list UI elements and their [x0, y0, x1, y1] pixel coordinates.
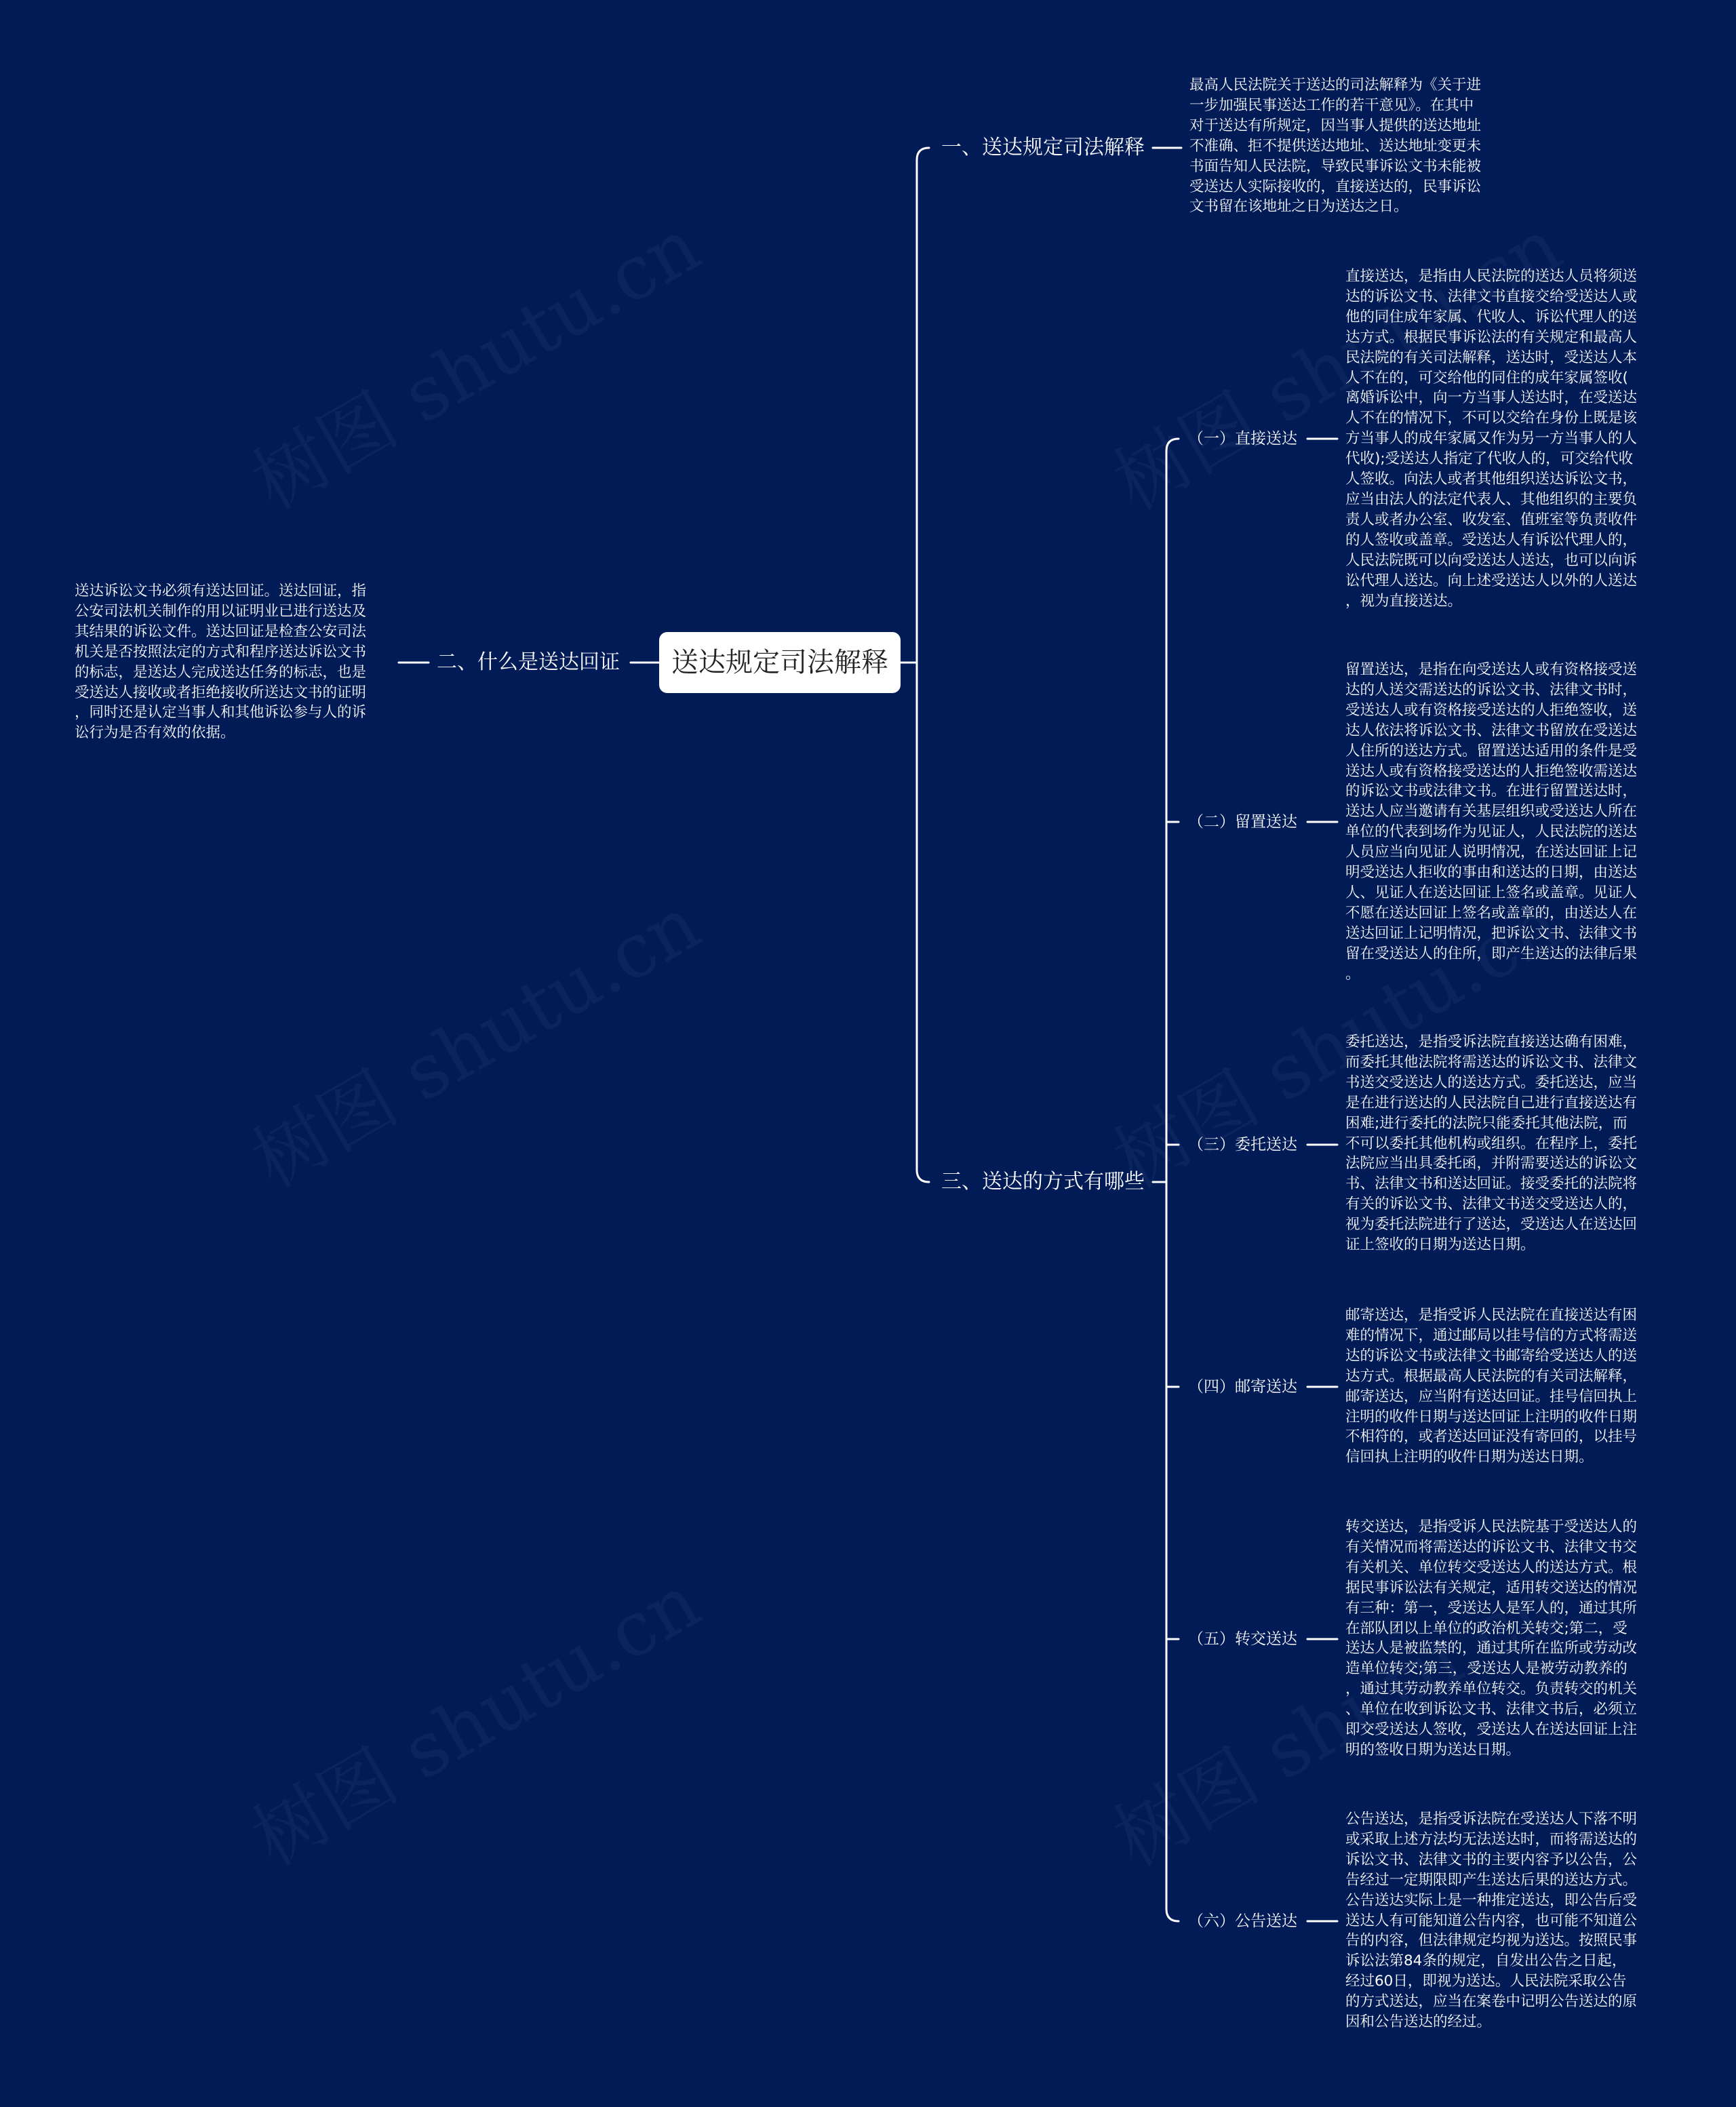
branch-delivery-methods[interactable]: 三、送达的方式有哪些	[941, 1170, 1145, 1194]
method-forwarded-delivery[interactable]: （五）转交送达	[1188, 1630, 1297, 1648]
branch-judicial-interpretation-detail: 最高人民法院关于送达的司法解释为《关于进 一步加强民事送达工作的若干意见》。在其中 对于送达有所规定，因当事人提供的送达地址 不准确、拒不提供送达地址、送达地址变更未 书面告知人民法院，导致民事诉讼文书未能被 受送达人实际接收的，直接送达的，民事诉讼 文书留在该地址之日为送达之日。	[1189, 77, 1482, 216]
method-public-notice-delivery[interactable]: （六）公告送达	[1188, 1912, 1297, 1930]
method-direct-delivery[interactable]: （一）直接送达	[1188, 430, 1297, 448]
connector-trunk	[917, 148, 929, 1182]
method-public-notice-delivery-detail: 公告送达，是指受诉法院在受送达人下落不明 或采取上述方法均无法送达时，而将需送达的 诉讼文书、法律文书的主要内容予以公告，公 告经过一定期限即产生送达后果的送达方式。 公告送达实际上是一种推定送达，即公告后受 送达人有可能知道公告内容，也可能不知道公 告的内容，但法律规定均视为送达。按照民事 诉讼法第84条的规定，自发出公告之日起， 经过60日，即视为送达。人民法院采取公告 的方式送达，应当在案卷中记明公告送达的原 因和公告送达的经过。	[1345, 1811, 1638, 2031]
connector-b3-trunk	[1166, 439, 1179, 1921]
method-lodged-delivery-detail: 留置送达，是指在向受送达人或有资格接受送 达的人送交需送达的诉讼文书、法律文书时， 受送达人或有资格接受送达的人拒绝签收，送 达人依法将诉讼文书、法律文书留放在受送达 人住所的送达方式。留置送达适用的条件是受 送达人或有资格接受送达的人拒绝签收需送达 的诉讼文书或法律文书。在进行留置送达时， 送达人应当邀请有关基层组织或受送达人所在 单位的代表到场作为见证人，人民法院的送达 人员应当向见证人说明情况，在送达回证上记 明受送达人拒收的事由和送达的日期，由送达 人、见证人在送达回证上签名或盖章。见证人 不愿在送达回证上签名或盖章的，由送达人在 送达回证上记明情况，把诉讼文书、法律文书 留在受送达人的住所，即产生送达的法律后果 。	[1345, 661, 1638, 983]
method-postal-delivery[interactable]: （四）邮寄送达	[1188, 1378, 1297, 1396]
method-forwarded-delivery-detail: 转交送达，是指受诉人民法院基于受送达人的 有关情况而将需送达的诉讼文书、法律文书交 有关机关、单位转交受送达人的送达方式。根 据民事诉讼法有关规定，适用转交送达的情况 有三种：第一，受送达人是军人的，通过其所 在部队团以上单位的政治机关转交;第二，受 送达人是被监禁的，通过其所在监所或劳动改 造单位转交;第三，受送达人是被劳动教养的 ，通过其劳动教养单位转交。负责转交的机关 、单位在收到诉讼文书、法律文书后，必须立 即交受送达人签收，受送达人在送达回证上注 明的签收日期为送达日期。	[1345, 1518, 1638, 1758]
method-lodged-delivery[interactable]: （二）留置送达	[1188, 813, 1297, 831]
method-entrusted-delivery-detail: 委托送达，是指受诉法院直接送达确有困难， 而委托其他法院将需送达的诉讼文书、法律文 书送交受送达人的送达方式。委托送达，应当 是在进行送达的人民法院自己进行直接送达有 困难;进行委托的法院只能委托其他法院，而 不可以委托其他机构或组织。在程序上，委托 法院应当出具委托函，并附需要送达的诉讼文 书、法律文书和送达回证。接受委托的法院将 有关的诉讼文书、法律文书送交受送达人的， 视为委托法院进行了送达，受送达人在送达回 证上签收的日期为送达日期。	[1345, 1033, 1638, 1254]
branch-judicial-interpretation[interactable]: 一、送达规定司法解释	[941, 136, 1145, 159]
branch-what-is-receipt-detail: 送达诉讼文书必须有送达回证。送达回证，指 公安司法机关制作的用以证明业已进行送达及 其结果的诉讼文件。送达回证是检查公安司法 机关是否按照法定的方式和程序送达诉讼文书 的标志，是送达人完成送达任务的标志，也是 受送达人接收或者拒绝接收所送达文书的证明 ，同时还是认定当事人和其他诉讼参与人的诉 讼行为是否有效的依据。	[75, 583, 367, 742]
method-direct-delivery-detail: 直接送达，是指由人民法院的送达人员将须送 达的诉讼文书、法律文书直接交给受送达人或 他的同住成年家属、代收人、诉讼代理人的送 达方式。根据民事诉讼法的有关规定和最高人 民法院的有关司法解释，送达时，受送达人本 人不在的，可交给他的同住的成年家属签收( 离婚诉讼中，向一方当事人送达时，在受送达 人不在的情况下，不可以交给在身份上既是该 方当事人的成年家属又作为另一方当事人的人 代收);受送达人指定了代收人的，可交给代收 人签收。向法人或者其他组织送达诉讼文书， 应当由法人的法定代表人、其他组织的主要负 责人或者办公室、收发室、值班室等负责收件 的人签收或盖章。受送达人有诉讼代理人的， 人民法院既可以向受送达人送达，也可以向诉 讼代理人送达。向上述受送达人以外的人送达 ，视为直接送达。	[1345, 268, 1638, 610]
method-entrusted-delivery[interactable]: （三）委托送达	[1188, 1136, 1297, 1154]
root-node[interactable]: 送达规定司法解释	[659, 632, 901, 693]
branch-what-is-receipt[interactable]: 二、什么是送达回证	[437, 650, 620, 674]
method-postal-delivery-detail: 邮寄送达，是指受诉人民法院在直接送达有困 难的情况下，通过邮局以挂号信的方式将需送 达的诉讼文书或法律文书邮寄给受送达人的送 达方式。根据最高人民法院的有关司法解释， 邮寄送达，应当附有送达回证。挂号信回执上 注明的收件日期与送达回证上注明的收件日期 不相符的，或者送达回证没有寄回的，以挂号 信回执上注明的收件日期为送达日期。	[1345, 1307, 1638, 1466]
